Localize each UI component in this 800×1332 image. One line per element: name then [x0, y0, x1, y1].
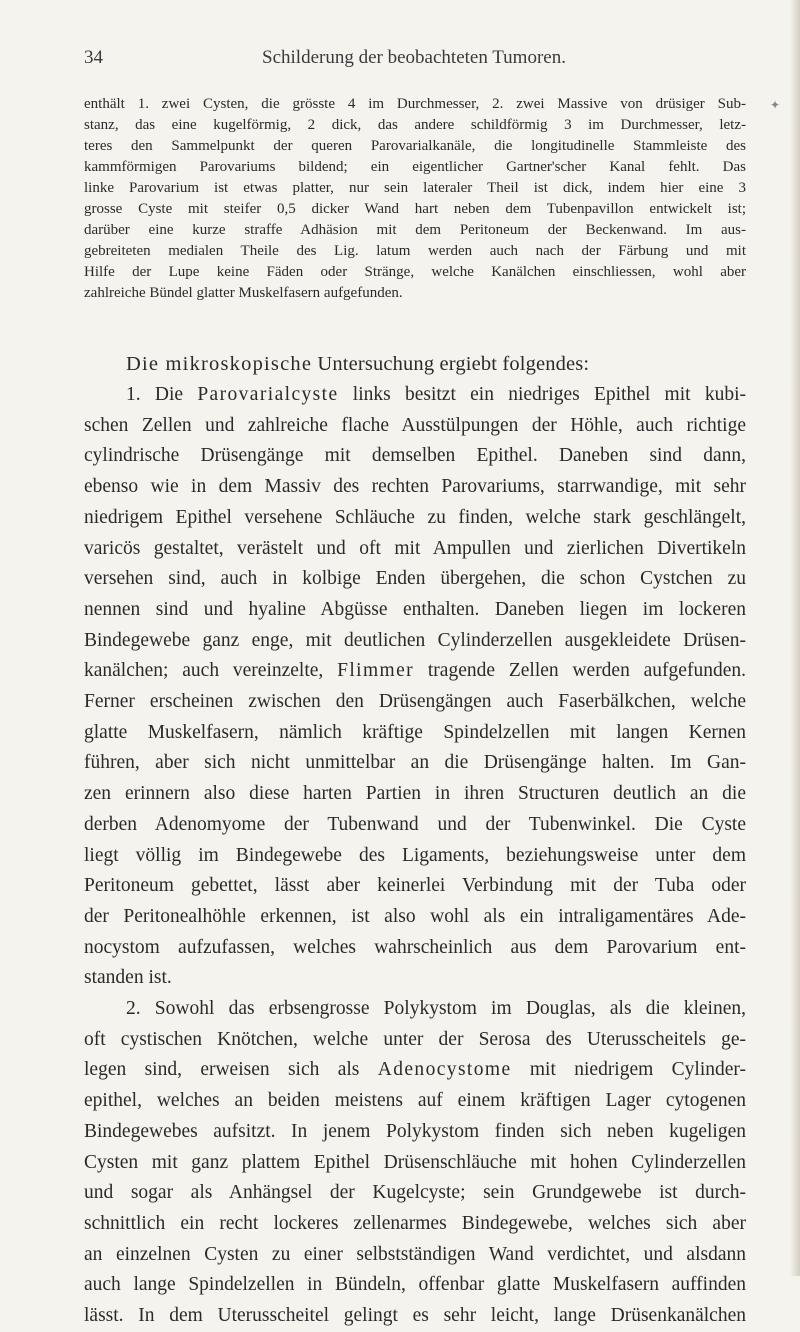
text-line: varicös gestaltet, verästelt und oft mit Ampullen und zierlichen Divertikeln [84, 537, 746, 559]
page-number: 34 [84, 47, 103, 68]
text-line: Cysten mit ganz plattem Epithel Drüsenschläuche mit hohen Cylinderzellen [84, 1151, 746, 1173]
text-line: niedrigem Epithel versehene Schläuche zu finden, welche stark geschlängelt, [84, 506, 746, 528]
text-fragment: legen sind, erweisen sich als [84, 1059, 378, 1081]
text-line: darüber eine kurze straffe Adhäsion mit dem Peritoneum der Beckenwand. Im aus- [84, 222, 746, 238]
text-line: und sogar als Anhängsel der Kugelcyste; sein Grundgewebe ist durch- [84, 1182, 746, 1204]
text-line: Hilfe der Lupe keine Fäden oder Stränge, welche Kanälchen einschliessen, wohl aber [84, 264, 746, 280]
text-line: schen Zellen und zahlreiche flache Ausstülpungen der Höhle, auch richtige [84, 414, 746, 436]
text-line: gebreiteten medialen Theile des Lig. latum werden auch nach der Färbung und mit [84, 243, 746, 259]
text-line: lässt. In dem Uterusscheitel gelingt es sehr leicht, lange Drüsenkanälchen [84, 1305, 746, 1327]
text-fragment: kanälchen; auch vereinzelte, [84, 660, 338, 682]
text-fragment: links besitzt ein niedriges Epithel mit kubi- [338, 384, 746, 405]
text-line: epithel, welches an beiden meistens auf einem kräftigen Lager cytogenen [84, 1090, 746, 1112]
text-line: Bindegewebes aufsitzt. In jenem Polykystom finden sich neben kugeligen [84, 1120, 746, 1142]
main-text [84, 380, 746, 1332]
text-line: stanz, das eine kugelförmig, 2 dick, das andere schildförmig 3 im Durchmesser, letz- [84, 117, 746, 133]
text-line: 2. Sowohl das erbsengrosse Polykystom im Douglas, als die kleinen, [126, 998, 746, 1020]
text-line: derben Adenomyome der Tubenwand und der Tubenwinkel. Die Cyste [84, 813, 746, 835]
page-edge-shadow [790, 0, 800, 1276]
text-line: nennen sind und hyaline Abgüsse enthalten. Daneben liegen im lockeren [84, 598, 746, 620]
text-line: Bindegewebe ganz enge, mit deutlichen Cylinderzellen ausgekleidete Drüsen- [84, 629, 746, 651]
text-line: grosse Cyste mit steifer 0,5 dicker Wand hart neben dem Tubenpavillon entwickelt ist; [84, 201, 746, 217]
text-line: teres den Sammelpunkt der queren Parovarialkanäle, die longitudinelle Stammleiste des [84, 138, 746, 154]
text-line: Ferner erscheinen zwischen den Drüsengängen auch Faserbälkchen, welche [84, 691, 746, 713]
emphasized-term: Flimmer [337, 660, 415, 682]
paragraph-number: 1. Die [126, 384, 198, 405]
text-line [84, 380, 746, 411]
text-line: zen erinnern also diese harten Partien in ihren Structuren deutlich an die [84, 783, 746, 805]
text-line: liegt völlig im Bindegewebe des Ligaments, beziehungsweise unter dem [84, 844, 746, 866]
text-line: der Peritonealhöhle erkennen, ist also wohl als ein intraligamentäres Ade- [84, 905, 746, 927]
text-line [84, 1055, 746, 1086]
margin-mark: ✦ [770, 98, 781, 112]
text-line: führen, aber sich nicht unmittelbar an die Drüsengänge halten. Im Gan- [84, 752, 746, 774]
emphasized-term: Adenocystome [377, 1059, 512, 1081]
text-line: oft cystischen Knötchen, welche unter der Serosa des Uterusscheitels ge- [84, 1028, 746, 1050]
heading-spaced-part: Die mikroskopische [126, 353, 313, 375]
text-line: ebenso wie in dem Massiv des rechten Parovariums, starrwandige, mit sehr [84, 476, 746, 498]
text-line: kammförmigen Parovariums bildend; ein eigentlicher Gartner'scher Kanal fehlt. Das [84, 159, 746, 175]
text-fragment: mit niedrigem Cylinder- [511, 1059, 746, 1081]
text-line: schnittlich ein recht lockeres zellenarmes Bindegewebe, welches sich aber [84, 1212, 746, 1234]
text-line: linke Parovarium ist etwas platter, nur sein lateraler Theil ist dick, indem hier eine 3 [84, 180, 746, 196]
text-line [84, 656, 746, 687]
text-line: nocystom aufzufassen, welches wahrscheinlich aus dem Parovarium ent- [84, 936, 746, 958]
text-line: Peritoneum gebettet, lässt aber keinerlei Verbindung mit der Tuba oder [84, 875, 746, 897]
text-line: auch lange Spindelzellen in Bündeln, offenbar glatte Muskelfasern auffinden [84, 1274, 746, 1296]
text-line: enthält 1. zwei Cysten, die grösste 4 im Durchmesser, 2. zwei Massive von drüsiger Sub- [84, 96, 746, 112]
emphasized-term: Parovarialcyste [197, 384, 339, 405]
heading-rest: Untersuchung ergiebt folgendes: [312, 353, 590, 375]
text-line: cylindrische Drüsengänge mit demselben Epithel. Daneben sind dann, [84, 445, 746, 467]
running-title: Schilderung der beobachteten Tumoren. [262, 47, 566, 68]
text-line: standen ist. [84, 967, 172, 989]
intro-paragraph [84, 94, 746, 304]
page-header [84, 47, 744, 77]
section-heading [126, 350, 746, 378]
text-line: glatte Muskelfasern, nämlich kräftige Spindelzellen mit langen Kernen [84, 721, 746, 743]
text-line: an einzelnen Cysten zu einer selbstständigen Wand verdichtet, und alsdann [84, 1243, 746, 1265]
text-line: zahlreiche Bündel glatter Muskelfasern aufgefunden. [84, 285, 403, 301]
text-line: versehen sind, auch in kolbige Enden übergehen, die schon Cystchen zu [84, 568, 746, 590]
text-fragment: tragende Zellen werden aufgefunden. [414, 660, 746, 682]
